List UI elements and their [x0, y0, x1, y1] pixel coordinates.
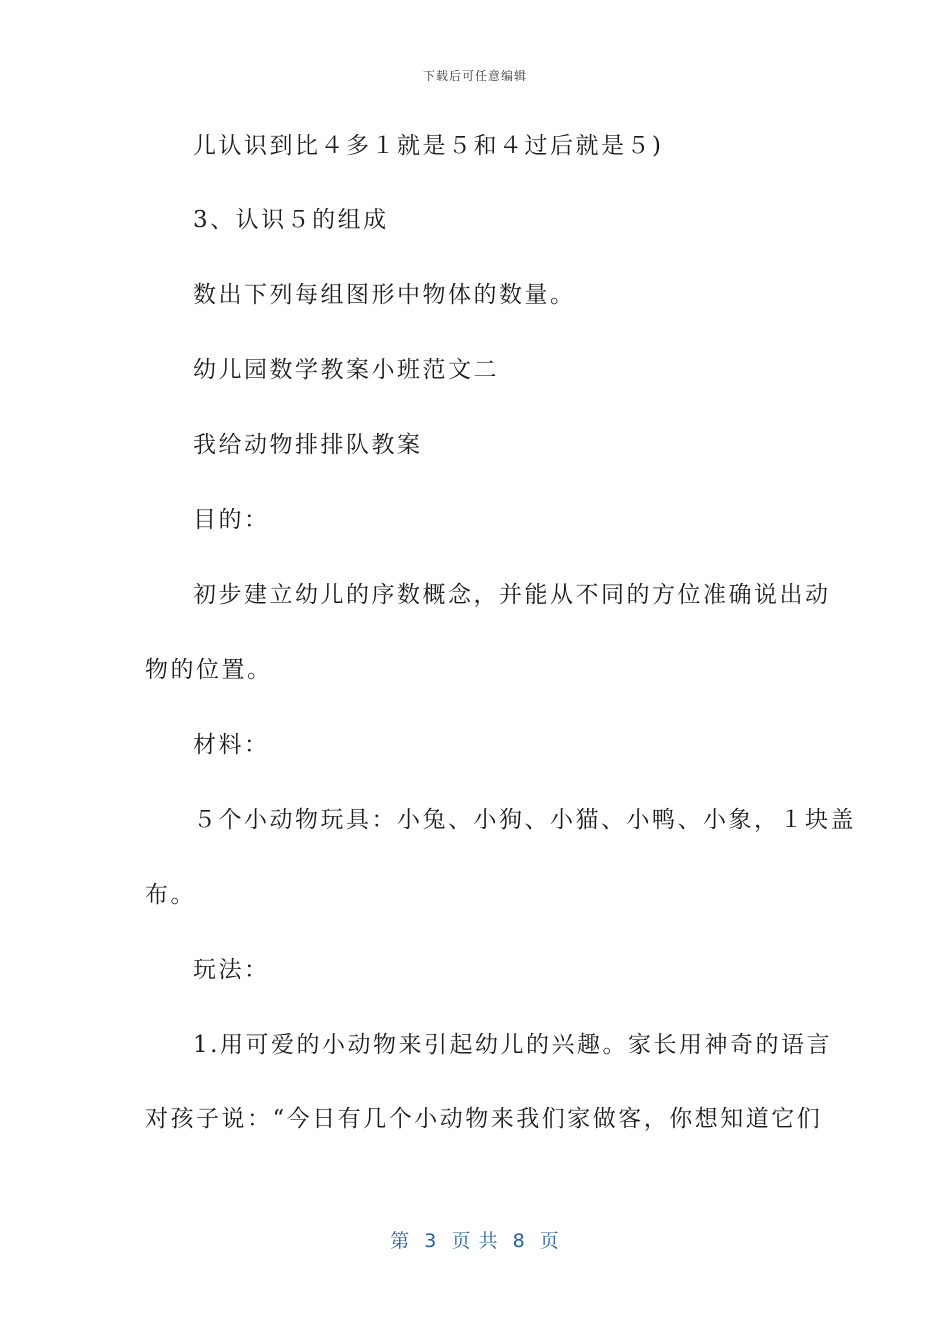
subheading-play: 玩法：: [193, 957, 270, 983]
text-line: 对孩子说：“今日有几个小动物来我们家做客，你想知道它们: [145, 1106, 823, 1132]
text-line: 儿认识到比４多１就是５和４过后就是５): [193, 133, 664, 159]
text-line: 布。: [145, 882, 196, 908]
text-line: 1.用可爱的小动物来引起幼儿的兴趣。家长用神奇的语言: [193, 1032, 832, 1058]
text-line: 3、认识５的组成: [193, 207, 389, 233]
text-line: 物的位置。: [145, 657, 273, 683]
subheading-materials: 材料：: [193, 732, 270, 758]
header-note: 下载后可任意编辑: [422, 69, 527, 83]
text-line: 数出下列每组图形中物体的数量。: [193, 282, 576, 308]
page-number: 第 3 页 共 8 页: [390, 1230, 560, 1252]
text-line: 初步建立幼儿的序数概念，并能从不同的方位准确说出动: [193, 582, 831, 608]
lesson-title: 我给动物排排队教案: [193, 432, 423, 458]
subheading-purpose: 目的：: [193, 507, 270, 533]
section-title: 幼儿园数学教案小班范文二: [193, 357, 499, 383]
text-line: ５个小动物玩具：小兔、小狗、小猫、小鸭、小象，１块盖: [193, 807, 856, 833]
